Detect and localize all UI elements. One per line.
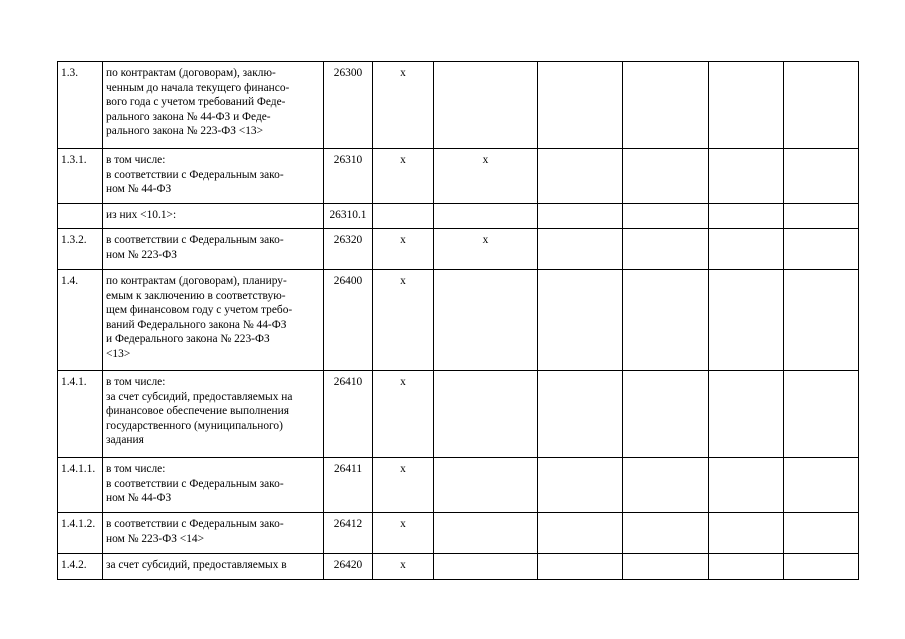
- column-4-cell: x: [373, 371, 434, 458]
- table-row: [58, 513, 859, 554]
- column-8-cell: [709, 513, 784, 554]
- table-row: [58, 149, 859, 204]
- description-line: за счет субсидий, предоставляемых на: [106, 390, 293, 403]
- row-code-cell: 26310: [324, 149, 373, 204]
- description-line: задания: [106, 434, 144, 447]
- description-line: из них <10.1>:: [106, 209, 177, 221]
- column-4-cell: [373, 204, 434, 229]
- description-line: финансовое обеспечение выполнения: [106, 405, 289, 418]
- row-number-cell: 1.4.1.: [58, 371, 103, 458]
- description-line: вого года с учетом требований Феде-: [106, 96, 286, 109]
- column-8-cell: [709, 371, 784, 458]
- column-4-cell: x: [373, 62, 434, 149]
- row-code-cell: 26420: [324, 554, 373, 580]
- row-number-cell: [58, 204, 103, 229]
- column-7-cell: [623, 149, 709, 204]
- description-line: в соответствии с Федеральным зако-: [106, 168, 284, 181]
- table-row: [58, 371, 859, 458]
- description-line: в соответствии с Федеральным зако-: [106, 518, 284, 530]
- column-7-cell: [623, 513, 709, 554]
- column-5-cell: [434, 371, 538, 458]
- column-8-cell: [709, 149, 784, 204]
- row-code-cell: 26400: [324, 270, 373, 371]
- description-line: ваний Федерального закона № 44-ФЗ: [106, 318, 287, 331]
- row-number-cell: 1.4.2.: [58, 554, 103, 580]
- description-line: рального закона № 223-ФЗ <13>: [106, 125, 264, 138]
- row-description-cell: [103, 458, 324, 513]
- column-6-cell: [538, 229, 623, 270]
- table-row: [58, 458, 859, 513]
- column-7-cell: [623, 458, 709, 513]
- row-code-cell: 26410: [324, 371, 373, 458]
- column-7-cell: [623, 204, 709, 229]
- row-code-cell: 26310.1: [324, 204, 373, 229]
- column-7-cell: [623, 371, 709, 458]
- column-6-cell: [538, 513, 623, 554]
- row-number-cell: 1.4.1.2.: [58, 513, 103, 554]
- column-6-cell: [538, 371, 623, 458]
- column-9-cell: [784, 458, 859, 513]
- column-8-cell: [709, 554, 784, 580]
- description-line: в том числе:: [106, 154, 166, 166]
- description-line: за счет субсидий, предоставляемых в: [106, 559, 287, 571]
- description-line: в соответствии с Федеральным зако-: [106, 234, 284, 246]
- column-9-cell: [784, 204, 859, 229]
- row-description-cell: [103, 204, 324, 229]
- column-4-cell: x: [373, 149, 434, 204]
- row-description-cell: [103, 229, 324, 270]
- description-line: ном № 223-ФЗ <14>: [106, 532, 205, 545]
- row-number-cell: 1.4.1.1.: [58, 458, 103, 513]
- column-8-cell: [709, 204, 784, 229]
- row-number-cell: 1.3.2.: [58, 229, 103, 270]
- table-row: [58, 554, 859, 580]
- row-number-cell: 1.3.1.: [58, 149, 103, 204]
- description-line: <13>: [106, 347, 131, 360]
- column-4-cell: x: [373, 270, 434, 371]
- column-9-cell: [784, 554, 859, 580]
- row-description-cell: [103, 371, 324, 458]
- column-5-cell: [434, 513, 538, 554]
- row-description-cell: [103, 149, 324, 204]
- row-code-cell: 26412: [324, 513, 373, 554]
- description-line: и Федерального закона № 223-ФЗ: [106, 333, 270, 346]
- description-line: ном № 44-ФЗ: [106, 183, 172, 196]
- column-7-cell: [623, 229, 709, 270]
- column-6-cell: [538, 204, 623, 229]
- table-row: [58, 270, 859, 371]
- table-row: [58, 62, 859, 149]
- description-line: государственного (муниципального): [106, 419, 283, 432]
- column-6-cell: [538, 458, 623, 513]
- description-line: ном № 44-ФЗ: [106, 492, 172, 505]
- description-line: в том числе:: [106, 463, 166, 475]
- column-5-cell: [434, 270, 538, 371]
- column-8-cell: [709, 62, 784, 149]
- row-description-cell: [103, 62, 324, 149]
- row-code-cell: 26300: [324, 62, 373, 149]
- column-4-cell: x: [373, 229, 434, 270]
- description-line: по контрактам (договорам), заклю-: [106, 67, 276, 79]
- column-4-cell: x: [373, 513, 434, 554]
- column-6-cell: [538, 270, 623, 371]
- row-code-cell: 26320: [324, 229, 373, 270]
- column-8-cell: [709, 458, 784, 513]
- column-6-cell: [538, 62, 623, 149]
- column-5-cell: x: [434, 149, 538, 204]
- column-9-cell: [784, 513, 859, 554]
- row-number-cell: 1.3.: [58, 62, 103, 149]
- column-5-cell: [434, 554, 538, 580]
- column-4-cell: x: [373, 554, 434, 580]
- column-7-cell: [623, 554, 709, 580]
- column-5-cell: [434, 62, 538, 149]
- column-7-cell: [623, 270, 709, 371]
- table-body: [58, 62, 859, 580]
- table-row: [58, 229, 859, 270]
- column-4-cell: x: [373, 458, 434, 513]
- report-table: [57, 61, 859, 580]
- description-line: щем финансовом году с учетом требо-: [106, 304, 293, 317]
- column-9-cell: [784, 371, 859, 458]
- column-9-cell: [784, 149, 859, 204]
- row-number-cell: 1.4.: [58, 270, 103, 371]
- row-description-cell: [103, 270, 324, 371]
- description-line: в соответствии с Федеральным зако-: [106, 477, 284, 490]
- column-9-cell: [784, 229, 859, 270]
- column-8-cell: [709, 229, 784, 270]
- column-8-cell: [709, 270, 784, 371]
- table-row: [58, 204, 859, 229]
- column-5-cell: [434, 458, 538, 513]
- column-6-cell: [538, 149, 623, 204]
- description-line: по контрактам (договорам), планиру-: [106, 275, 287, 287]
- description-line: ном № 223-ФЗ: [106, 248, 177, 261]
- column-9-cell: [784, 62, 859, 149]
- column-9-cell: [784, 270, 859, 371]
- column-5-cell: [434, 204, 538, 229]
- column-6-cell: [538, 554, 623, 580]
- column-5-cell: x: [434, 229, 538, 270]
- row-description-cell: [103, 554, 324, 580]
- description-line: ченным до начала текущего финансо-: [106, 81, 290, 94]
- description-line: рального закона № 44-ФЗ и Феде-: [106, 110, 271, 123]
- row-description-cell: [103, 513, 324, 554]
- column-7-cell: [623, 62, 709, 149]
- row-code-cell: 26411: [324, 458, 373, 513]
- description-line: в том числе:: [106, 376, 166, 388]
- description-line: емым к заключению в соответствую-: [106, 289, 286, 302]
